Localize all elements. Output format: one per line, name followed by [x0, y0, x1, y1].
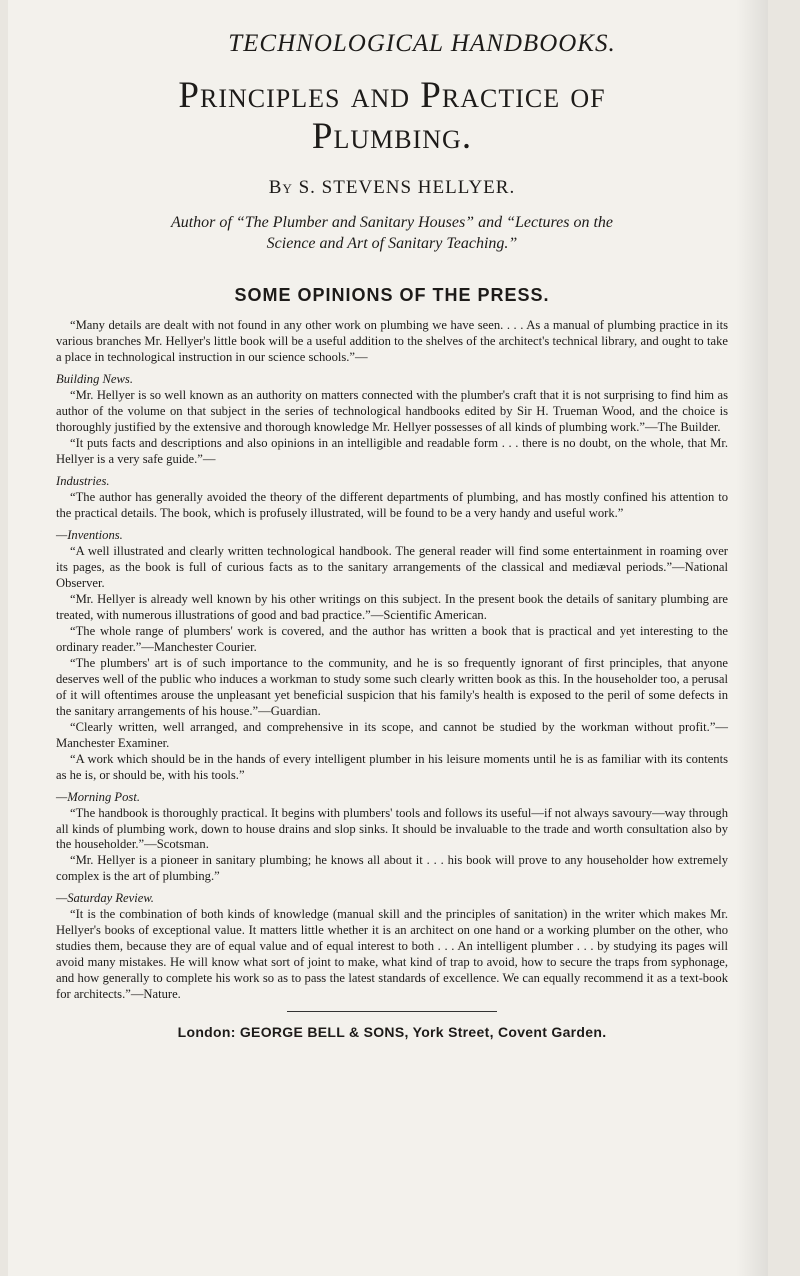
review-paragraph: “Mr. Hellyer is already well known by his other writings on this subject. In the present book the details of sanitary plumbing are treated, with numerous illustrations of good and bad practice.”—Scientific American. — [56, 591, 728, 622]
publisher-imprint: London: GEORGE BELL & SONS, York Street, Covent Garden. — [177, 1024, 607, 1041]
review-paragraph: “A well illustrated and clearly written technological handbook. The general reader will find some entertainment in roaming over its pages, as the book is full of curious facts as to the sanitary arrangements of the classical and mediæval periods.”—National Observer. — [56, 543, 728, 590]
review-paragraph: “It is the combination of both kinds of knowledge (manual skill and the principles of sanitation) in the writer which makes Mr. Hellyer's books of exceptional value. It matters little whether it is an architect on one hand or a working plumber on the other, who studies them, because they are of equal value and of equal interest to both . . . An intelligent plumber . . . by studying its pages will avoid many mistakes. He will know what sort of joint to make, what kind of trap to avoid, how to secure the traps from syphonage, and how generally to complete his work so as to pass the latest standards of excellence. We can equally recommend it as a text-book for architects.”—Nature. — [56, 907, 728, 1002]
review-source-label: Building News. — [56, 371, 133, 386]
press-opinions-list — [56, 318, 728, 1003]
review-source-label: —Saturday Review. — [56, 891, 154, 906]
book-title-line-1: Principles and Practice of — [178, 75, 606, 116]
review-paragraph: “It puts facts and descriptions and also opinions in an intelligible and readable form . . . there is no doubt, on the whole, that Mr. Hellyer is a very safe guide.”— — [56, 435, 728, 466]
review-paragraph: “The author has generally avoided the theory of the different departments of plumbing, and has mostly confined his attention to the practical details. The book, which is profusely illustrated, will be found to be a very handy and useful work.” — [56, 489, 728, 520]
book-title — [56, 76, 728, 157]
divider — [287, 1011, 497, 1012]
review-paragraph: “Many details are dealt with not found in any other work on plumbing we have seen. . . . As a manual of plumbing practice in its various branches Mr. Hellyer's little book will be a useful addition to the shelves of the architect's technical library, and ought to take a place in technological instruction in our science schools.”— — [56, 317, 728, 364]
press-review — [56, 372, 728, 468]
author-note-line-1: Author of “The Plumber and Sanitary Houses” and “Lectures on the — [170, 214, 614, 232]
series-heading: TECHNOLOGICAL HANDBOOKS. — [228, 30, 616, 57]
press-review — [56, 318, 728, 366]
author-byline: By S. STEVENS HELLYER. — [268, 177, 516, 199]
review-source-label: —Inventions. — [56, 527, 123, 542]
press-review — [56, 790, 728, 886]
review-paragraph: “The handbook is thoroughly practical. It begins with plumbers' tools and follows its useful—if not always savoury—way through all kinds of plumbing work, down to house drains and slop sinks. It should be invaluable to the trade and worth consultation also by the householder.”—Scotsman. — [56, 805, 728, 852]
review-paragraph: “Clearly written, well arranged, and comprehensive in its scope, and cannot be studied by the workman without profit.”—Manchester Examiner. — [56, 719, 728, 750]
review-paragraph: “The plumbers' art is of such importance to the community, and he is so frequently ignorant of first principles, that anyone deserves well of the public who induces a workman to study some such clearly written book as this. In the householder too, a perusal of it will oftentimes arouse the unpleasant yet beneficial suspicion that his family's health is exposed to the peril of some defects in the sanitary arrangements of his house.”—Guardian. — [56, 655, 728, 718]
press-review — [56, 528, 728, 784]
review-paragraph: “Mr. Hellyer is a pioneer in sanitary plumbing; he knows all about it . . . his book will prove to any householder how extremely complex is the art of plumbing.” — [56, 853, 728, 884]
review-source-label: Industries. — [56, 473, 110, 488]
review-source-label: —Morning Post. — [56, 789, 140, 804]
review-paragraph: “The whole range of plumbers' work is covered, and the author has written a book that is practical and yet interesting to the ordinary reader.”—Manchester Courier. — [56, 623, 728, 654]
press-opinions-heading: SOME OPINIONS OF THE PRESS. — [234, 284, 550, 305]
book-title-line-2: Plumbing. — [311, 115, 473, 157]
review-paragraph: “Mr. Hellyer is so well known as an authority on matters connected with the plumber's craft that it is not surprising to find him as author of the volume on that subject in the series of technological handbooks edited by Sir H. Trueman Wood, and the choice is thoroughly justified by the extensive and thorough knowledge Mr. Hellyer possesses of all kinds of plumbing work.”—The Builder. — [56, 387, 728, 434]
press-review — [56, 891, 728, 1003]
author-note — [56, 213, 728, 255]
press-review — [56, 474, 728, 522]
author-note-line-2: Science and Art of Sanitary Teaching.” — [266, 235, 518, 253]
book-advertisement-page — [8, 0, 768, 1276]
review-paragraph: “A work which should be in the hands of every intelligent plumber in his leisure moments until he is as familiar with its contents as he is, or should be, with his tools.” — [56, 751, 728, 782]
